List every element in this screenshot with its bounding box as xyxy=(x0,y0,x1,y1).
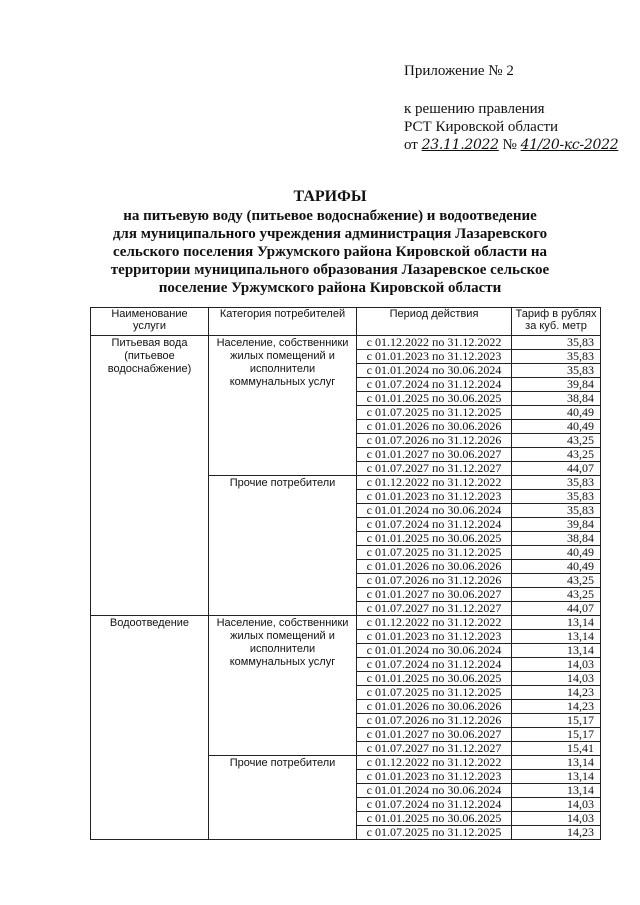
document-header xyxy=(404,62,618,154)
period-cell: с 01.07.2027 по 31.12.2027 xyxy=(357,602,512,616)
tariff-value-cell: 14,23 xyxy=(512,686,601,700)
tariff-value-cell: 13,14 xyxy=(512,630,601,644)
period-cell: с 01.01.2025 по 30.06.2025 xyxy=(357,392,512,406)
tariff-value-cell: 14,03 xyxy=(512,798,601,812)
period-cell: с 01.12.2022 по 31.12.2022 xyxy=(357,476,512,490)
period-cell: с 01.12.2022 по 31.12.2022 xyxy=(357,336,512,350)
period-cell: с 01.01.2025 по 30.06.2025 xyxy=(357,812,512,826)
consumer-category-cell: Население, собственники жилых помещений и исполнители коммунальных услуг xyxy=(209,616,357,756)
tariff-value-cell: 38,84 xyxy=(512,532,601,546)
tariff-value-cell: 13,14 xyxy=(512,770,601,784)
tariff-value-cell: 38,84 xyxy=(512,392,601,406)
handwritten-date: 23.11.2022 xyxy=(421,137,499,153)
tariff-value-cell: 13,14 xyxy=(512,784,601,798)
tariff-value-cell: 15,17 xyxy=(512,728,601,742)
period-cell: с 01.07.2025 по 31.12.2025 xyxy=(357,546,512,560)
period-cell: с 01.07.2024 по 31.12.2024 xyxy=(357,378,512,392)
period-cell: с 01.01.2026 по 30.06.2026 xyxy=(357,560,512,574)
decision-line-1: к решению правления xyxy=(404,101,545,117)
tariff-value-cell: 44,07 xyxy=(512,602,601,616)
tariff-value-cell: 44,07 xyxy=(512,462,601,476)
tariff-value-cell: 14,03 xyxy=(512,672,601,686)
period-cell: с 01.07.2027 по 31.12.2027 xyxy=(357,462,512,476)
tariff-value-cell: 40,49 xyxy=(512,420,601,434)
consumer-category-cell: Прочие потребители xyxy=(209,476,357,616)
handwritten-number: 41/20-кс-2022 xyxy=(520,137,619,153)
tariff-value-cell: 14,03 xyxy=(512,658,601,672)
period-cell: с 01.01.2025 по 30.06.2025 xyxy=(357,672,512,686)
period-cell: с 01.01.2024 по 30.06.2024 xyxy=(357,364,512,378)
service-name-cell: Водоотведение xyxy=(91,616,209,840)
period-cell: с 01.07.2024 по 31.12.2024 xyxy=(357,658,512,672)
from-prefix: от xyxy=(404,137,418,153)
period-cell: с 01.07.2025 по 31.12.2025 xyxy=(357,686,512,700)
tariff-value-cell: 35,83 xyxy=(512,336,601,350)
table-row xyxy=(91,336,601,350)
tariff-value-cell: 13,14 xyxy=(512,616,601,630)
appendix-label: Приложение № 2 xyxy=(404,63,514,79)
title-line: на питьевую воду (питьевое водоснабжение) и водоотведение xyxy=(123,208,537,224)
tariff-value-cell: 14,03 xyxy=(512,812,601,826)
tariff-value-cell: 40,49 xyxy=(512,560,601,574)
period-cell: с 01.07.2025 по 31.12.2025 xyxy=(357,406,512,420)
period-cell: с 01.07.2025 по 31.12.2025 xyxy=(357,826,512,840)
table-row xyxy=(91,616,601,630)
table-header-row xyxy=(91,308,601,336)
tariff-value-cell: 43,25 xyxy=(512,574,601,588)
tariff-value-cell: 13,14 xyxy=(512,756,601,770)
tariff-value-cell: 35,83 xyxy=(512,504,601,518)
period-cell: с 01.01.2025 по 30.06.2025 xyxy=(357,532,512,546)
tariff-value-cell: 40,49 xyxy=(512,546,601,560)
period-cell: с 01.01.2027 по 30.06.2027 xyxy=(357,448,512,462)
title-line: поселение Уржумского района Кировской области xyxy=(158,280,502,296)
header-period: Период действия xyxy=(357,308,512,336)
tariff-value-cell: 43,25 xyxy=(512,434,601,448)
period-cell: с 01.07.2026 по 31.12.2026 xyxy=(357,574,512,588)
tariff-value-cell: 15,41 xyxy=(512,742,601,756)
consumer-category-cell: Прочие потребители xyxy=(209,756,357,840)
tariff-value-cell: 43,25 xyxy=(512,588,601,602)
period-cell: с 01.01.2024 по 30.06.2024 xyxy=(357,644,512,658)
tariff-table-body xyxy=(91,336,601,840)
tariff-value-cell: 40,49 xyxy=(512,406,601,420)
decision-date-number xyxy=(404,136,618,154)
header-tariff: Тариф в рублях за куб. метр xyxy=(512,308,601,336)
tariff-value-cell: 15,17 xyxy=(512,714,601,728)
period-cell: с 01.01.2023 по 31.12.2023 xyxy=(357,630,512,644)
consumer-category-cell: Население, собственники жилых помещений и исполнители коммунальных услуг xyxy=(209,336,357,476)
period-cell: с 01.07.2024 по 31.12.2024 xyxy=(357,518,512,532)
header-service: Наименование услуги xyxy=(91,308,209,336)
period-cell: с 01.12.2022 по 31.12.2022 xyxy=(357,756,512,770)
period-cell: с 01.07.2026 по 31.12.2026 xyxy=(357,434,512,448)
period-cell: с 01.01.2026 по 30.06.2026 xyxy=(357,420,512,434)
title-line: для муниципального учреждения администрация Лазаревского xyxy=(112,226,548,242)
tariff-value-cell: 39,84 xyxy=(512,378,601,392)
tariff-value-cell: 35,83 xyxy=(512,350,601,364)
tariff-value-cell: 35,83 xyxy=(512,364,601,378)
period-cell: с 01.01.2027 по 30.06.2027 xyxy=(357,728,512,742)
period-cell: с 01.07.2024 по 31.12.2024 xyxy=(357,798,512,812)
tariff-value-cell: 14,23 xyxy=(512,826,601,840)
tariff-table xyxy=(90,307,601,840)
period-cell: с 01.01.2023 по 31.12.2023 xyxy=(357,770,512,784)
period-cell: с 01.07.2027 по 31.12.2027 xyxy=(357,742,512,756)
decision-line-2: РСТ Кировской области xyxy=(404,119,559,135)
header-category: Категория потребителей xyxy=(209,308,357,336)
period-cell: с 01.01.2024 по 30.06.2024 xyxy=(357,504,512,518)
period-cell: с 01.12.2022 по 31.12.2022 xyxy=(357,616,512,630)
title-line: сельского поселения Уржумского района Кировской области на xyxy=(112,244,548,260)
period-cell: с 01.07.2026 по 31.12.2026 xyxy=(357,714,512,728)
tariff-value-cell: 43,25 xyxy=(512,448,601,462)
tariff-value-cell: 39,84 xyxy=(512,518,601,532)
period-cell: с 01.01.2026 по 30.06.2026 xyxy=(357,700,512,714)
tariff-value-cell: 14,23 xyxy=(512,700,601,714)
title-heading: ТАРИФЫ xyxy=(293,188,367,205)
number-sign: № xyxy=(502,137,517,153)
period-cell: с 01.01.2023 по 31.12.2023 xyxy=(357,490,512,504)
period-cell: с 01.01.2024 по 30.06.2024 xyxy=(357,784,512,798)
tariff-value-cell: 13,14 xyxy=(512,644,601,658)
period-cell: с 01.01.2023 по 31.12.2023 xyxy=(357,350,512,364)
document-title xyxy=(90,188,570,297)
tariff-value-cell: 35,83 xyxy=(512,476,601,490)
service-name-cell: Питьевая вода (питьевое водоснабжение) xyxy=(91,336,209,616)
tariff-value-cell: 35,83 xyxy=(512,490,601,504)
title-line: территории муниципального образования Лазаревское сельское xyxy=(110,262,550,278)
period-cell: с 01.01.2027 по 30.06.2027 xyxy=(357,588,512,602)
